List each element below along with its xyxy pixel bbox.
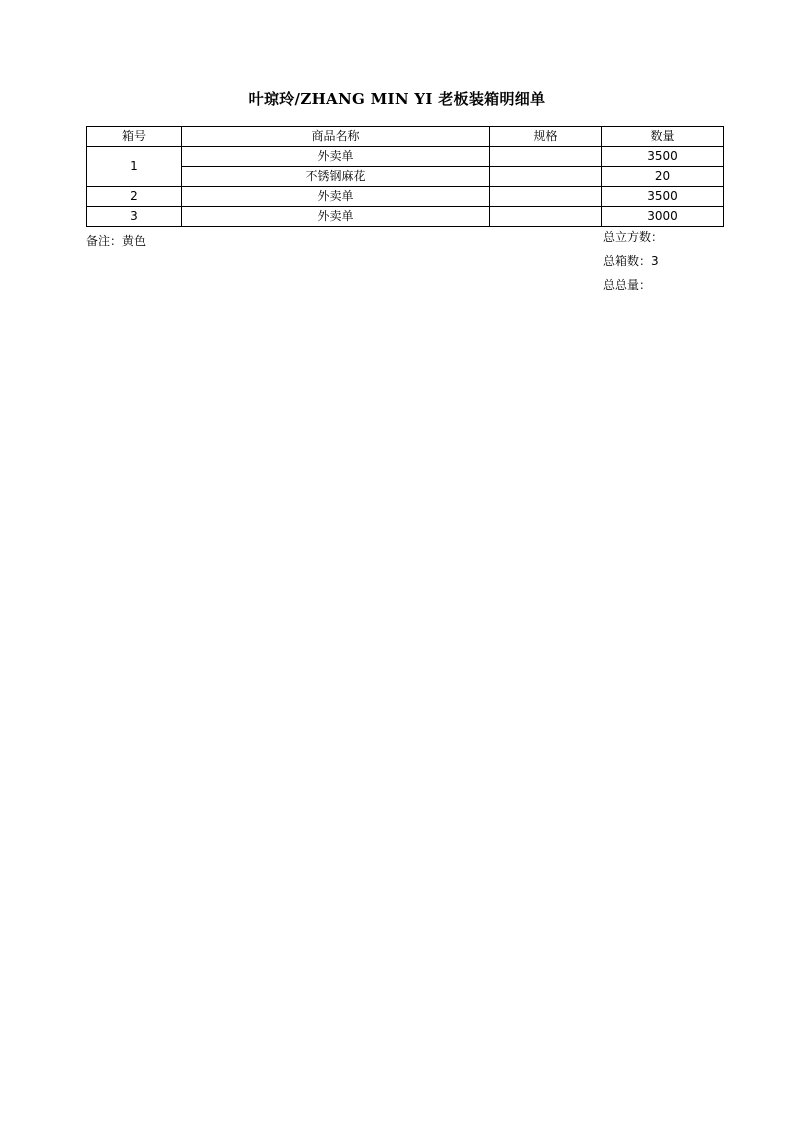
cell-product-name: 不锈钢麻花 xyxy=(182,167,490,187)
total-volume xyxy=(603,229,663,253)
table-header-row xyxy=(87,127,724,147)
cell-spec xyxy=(490,167,602,187)
cell-box-no: 1 xyxy=(87,147,182,187)
cell-box-no: 2 xyxy=(87,187,182,207)
total-boxes xyxy=(603,253,663,277)
remarks-label: 备注： xyxy=(86,234,123,248)
cell-product-name: 外卖单 xyxy=(182,147,490,167)
packing-list-table xyxy=(86,126,724,227)
cell-quantity: 3500 xyxy=(602,187,724,207)
cell-spec xyxy=(490,207,602,227)
cell-product-name: 外卖单 xyxy=(182,207,490,227)
total-boxes-value: 3 xyxy=(651,254,659,268)
remarks xyxy=(86,232,146,249)
header-product-name: 商品名称 xyxy=(182,127,490,147)
total-weight-label: 总总量： xyxy=(603,278,652,292)
total-volume-label: 总立方数： xyxy=(603,230,664,244)
header-quantity: 数量 xyxy=(602,127,724,147)
table-row xyxy=(87,187,724,207)
page-title: 叶琼玲/ZHANG MIN YI 老板装箱明细单 xyxy=(248,90,546,108)
header-box-no: 箱号 xyxy=(87,127,182,147)
header-spec: 规格 xyxy=(490,127,602,147)
table-row xyxy=(87,147,724,167)
cell-spec xyxy=(490,187,602,207)
cell-product-name: 外卖单 xyxy=(182,187,490,207)
cell-quantity: 3000 xyxy=(602,207,724,227)
cell-spec xyxy=(490,147,602,167)
summary-block xyxy=(603,229,663,301)
cell-box-no: 3 xyxy=(87,207,182,227)
table-row xyxy=(87,207,724,227)
table-row xyxy=(87,167,724,187)
cell-quantity: 3500 xyxy=(602,147,724,167)
cell-quantity: 20 xyxy=(602,167,724,187)
remarks-value: 黄色 xyxy=(122,234,147,248)
total-weight xyxy=(603,277,663,301)
total-boxes-label: 总箱数： xyxy=(603,254,652,268)
